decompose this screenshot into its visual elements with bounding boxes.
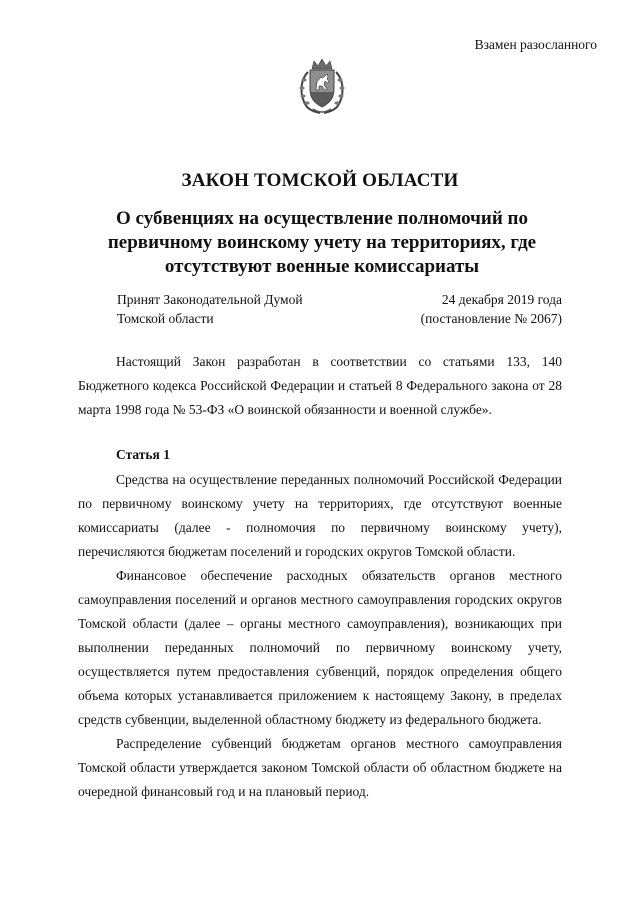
law-subject-line: первичному воинскому учету на территориях, где (107, 232, 537, 253)
adoption-body-line: Принят Законодательной Думой (117, 292, 303, 307)
article-paragraph: Распределение субвенций бюджетам органов местного самоуправления Томской области утверждается законом Томской области об областном бюджете на очередной финансовый год и на плановый период. (78, 736, 562, 799)
preamble-paragraph: Настоящий Закон разработан в соответствии со статьями 133, 140 Бюджетного кодекса Российской Федерации и статьей 8 Федерального закона от 28 марта 1998 года № 53-ФЗ «О воинской обязанности и военной службе». (78, 354, 562, 417)
adoption-date (421, 290, 562, 328)
article-paragraph: Финансовое обеспечение расходных обязательств органов местного самоуправления поселений и органов местного самоуправления городских округов Томской области (далее – органы местного самоуправления), возникающих при выполнении переданных полномочий по первичному воинскому учету, осуществляется путем предоставления субвенций, порядок определения общего объема которых устанавливается приложением к настоящему Закону, в пределах средств субвенции, выделенной областному бюджету из федерального бюджета. (78, 568, 562, 727)
top-note: Взамен разосланного (474, 37, 597, 52)
law-title: ЗАКОН ТОМСКОЙ ОБЛАСТИ (181, 170, 459, 191)
tomsk-oblast-coat-of-arms-icon (297, 58, 347, 114)
article-heading: Статья 1 (116, 447, 170, 462)
law-subject (80, 207, 564, 279)
law-body (78, 350, 562, 804)
law-subject-line: О субвенциях на осуществление полномочий по (115, 208, 528, 229)
article-paragraph: Средства на осуществление переданных полномочий Российской Федерации по первичному воинскому учету на территориях, где отсутствуют военные комиссариаты (далее - полномочия по первичному воинскому учету), перечисляются бюджетам поселений и городских округов Томской области. (78, 472, 562, 559)
adoption-body (117, 290, 303, 328)
law-subject-line: отсутствуют военные комиссариаты (164, 256, 480, 277)
adoption-resolution-line: (постановление № 2067) (420, 311, 562, 326)
adoption-date-line: 24 декабря 2019 года (441, 292, 562, 307)
adoption-body-line: Томской области (117, 311, 214, 326)
